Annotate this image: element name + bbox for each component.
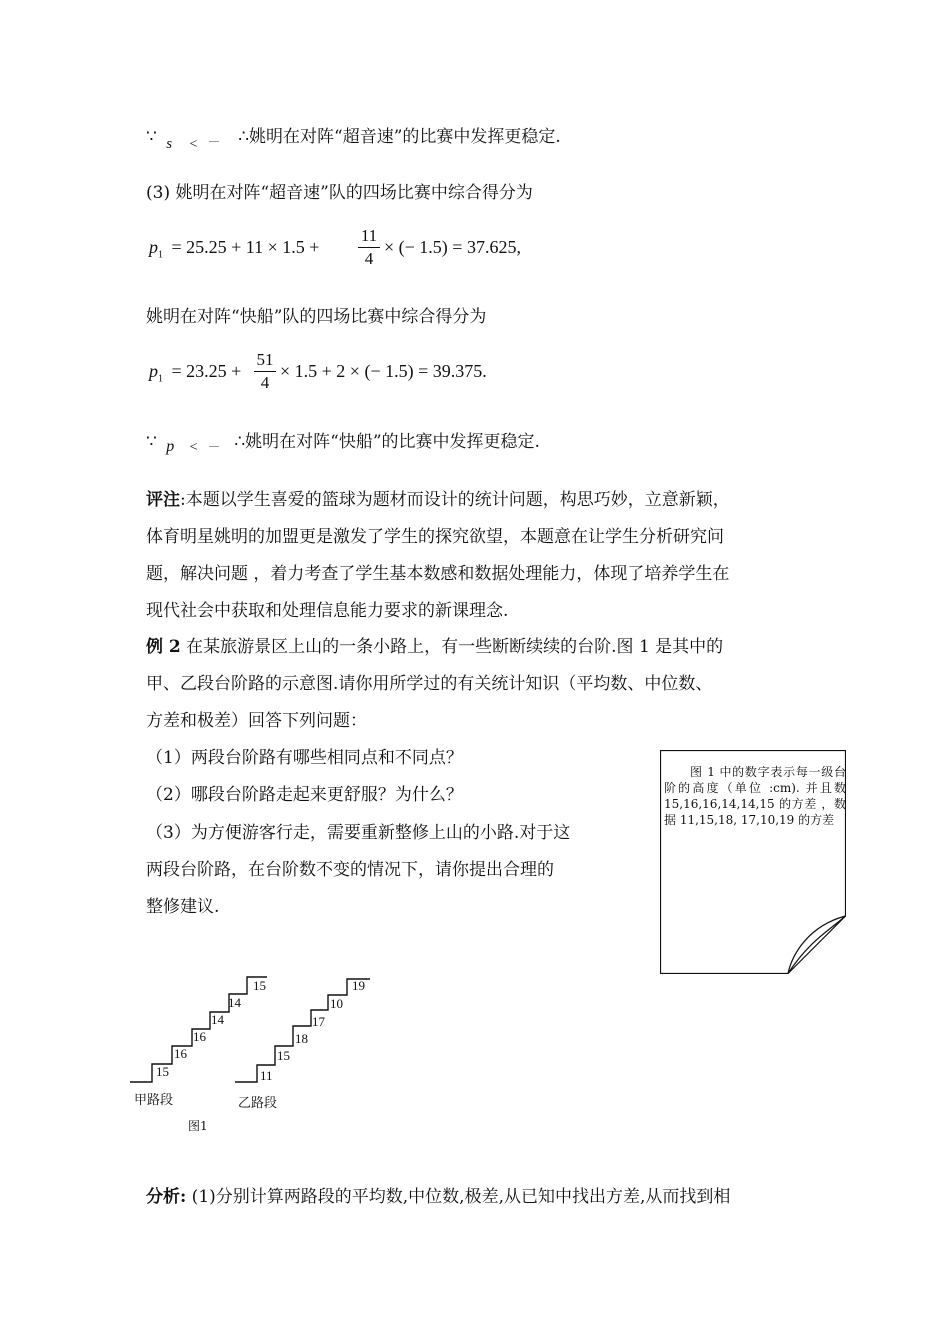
less-than: < (189, 137, 198, 152)
comment-line-2: 体育明星姚明的加盟更是激发了学生的探究欲望，本题意在让学生分析研究问 (146, 527, 724, 547)
comment-label: 评注 (146, 490, 180, 510)
equation-1: $p_1 = 25.25 + 11 \times 1.5$ + (149, 237, 320, 261)
less-than-2: < (189, 440, 198, 455)
comment-line-1: 评注:本题以学生喜爱的篮球为题材而设计的统计问题，构思巧妙，立意新颖， (146, 490, 730, 510)
equation-2-tail: × 1.5 + 2 × (− 1.5) = 39.375. (280, 361, 487, 381)
step-b-1: 11 (260, 1068, 273, 1083)
fraction-11-4: 11 4 (358, 226, 380, 269)
step-b-5: 10 (330, 996, 343, 1011)
question-3-line-3: 整修建议. (146, 897, 220, 917)
analysis-label: 分析: (146, 1187, 187, 1207)
line-1 (146, 122, 561, 152)
variance-symbol: s (166, 136, 173, 152)
comment-line-4: 现代社会中获取和处理信息能力要求的新课理念. (146, 601, 509, 621)
path-b-label: 乙路段 (238, 1096, 278, 1111)
example-line-1: 例 2 在某旅游景区上山的一条小路上，有一些断断续续的台阶.图 1 是其中的 (146, 637, 724, 657)
score-symbol: p (166, 438, 175, 455)
question-1: （1）两段台阶路有哪些相同点和不同点？ (146, 748, 463, 768)
step-b-2: 15 (277, 1048, 290, 1063)
because-symbol-2: ∵ (146, 432, 157, 452)
conclusion-text-2: ∴姚明在对阵“快船”的比赛中发挥更稳定. (234, 432, 540, 452)
path-a-label: 甲路段 (134, 1093, 174, 1108)
fraction-51-4: 51 4 (254, 350, 276, 393)
comment-line-3: 题，解决问题 ，着力考查了学生基本数感和数据处理能力，体现了培养学生在 (146, 564, 730, 584)
note-text: 图 1 中的数字表示每一级台阶的高度（单位 :cm). 并且数 15,16,16,14,14,15 的方差 ，数据 11,15,18, 17,10,19 的方差 (664, 765, 846, 827)
figure-caption: 图1 (188, 1119, 208, 1133)
step-b-3: 18 (295, 1031, 308, 1046)
question-3-line-1: （3）为方便游客行走，需要重新整修上山的小路.对于这 (146, 823, 571, 843)
question-2: （2）哪段台阶路走起来更舒服？为什么？ (146, 785, 463, 805)
question-3-line-2: 两段台阶路，在台阶数不变的情况下，请你提出合理的 (146, 860, 554, 880)
equation-2: $p_1 = 23.25$ + (149, 361, 242, 385)
analysis-line: 分析: (1)分别计算两路段的平均数,中位数,极差,从已知中找出方差,从而找到相 (146, 1187, 731, 1207)
because-symbol: ∵ (146, 127, 157, 147)
example-line-3: 方差和极差）回答下列问题： (146, 711, 367, 731)
conclusion-text: ∴姚明在对阵“超音速”的比赛中发挥更稳定. (238, 127, 561, 147)
step-a-2: 16 (174, 1046, 187, 1061)
step-a-3: 16 (193, 1029, 206, 1044)
equation-1-tail: × (− 1.5) = 37.625, (384, 237, 521, 257)
step-a-4: 14 (211, 1012, 224, 1027)
line-2: (3) 姚明在对阵“超音速”队的四场比赛中综合得分为 (146, 183, 533, 203)
example-label: 例 2 (146, 637, 181, 657)
step-b-6: 19 (352, 978, 365, 993)
step-a-6: 15 (253, 978, 266, 993)
step-a-5: 14 (228, 995, 241, 1010)
example-line-2: 甲、乙段台阶路的示意图.请你用所学过的有关统计知识（平均数、中位数、 (146, 674, 713, 694)
line-4 (146, 427, 540, 455)
step-a-1: 15 (156, 1064, 169, 1079)
line-3: 姚明在对阵“快船”队的四场比赛中综合得分为 (146, 307, 487, 327)
step-b-4: 17 (312, 1014, 325, 1029)
